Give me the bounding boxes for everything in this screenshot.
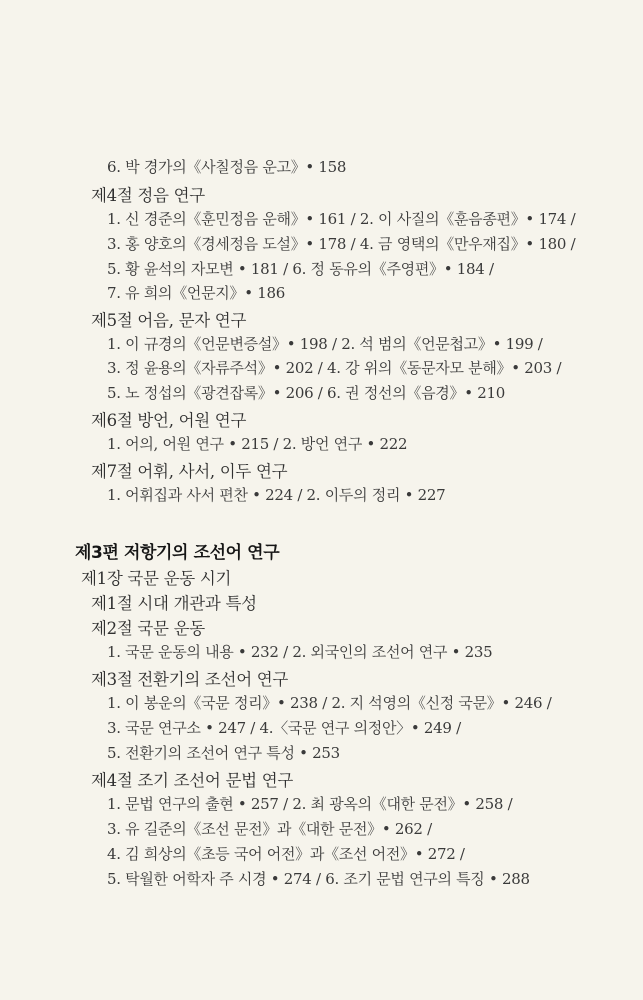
toc-entry: 5. 탁월한 어학자 주 시경 • 274 / 6. 조기 문법 연구의 특징 • 288 [107, 870, 530, 888]
toc-entry: 6. 박 경가의《사칠정음 운고》• 158 [107, 158, 347, 176]
section-heading: 제5절 어음, 문자 연구 [91, 311, 247, 330]
section-heading: 제4절 조기 조선어 문법 연구 [91, 771, 294, 790]
toc-entry: 1. 문법 연구의 출현 • 257 / 2. 최 광옥의《대한 문전》• 258 / [107, 795, 513, 813]
section-heading: 제2절 국문 운동 [91, 619, 205, 638]
toc-entry: 5. 노 정섭의《광견잡록》• 206 / 6. 권 정선의《음경》• 210 [107, 384, 505, 402]
chapter-heading: 제1장 국문 운동 시기 [81, 569, 232, 588]
toc-entry: 5. 전환기의 조선어 연구 특성 • 253 [107, 744, 340, 762]
toc-entry: 3. 홍 양호의《경세정음 도설》• 178 / 4. 금 영택의《만우재집》• 180 / [107, 235, 576, 253]
toc-entry: 1. 어휘집과 사서 편찬 • 224 / 2. 이두의 정리 • 227 [107, 486, 446, 504]
section-heading: 제4절 정음 연구 [91, 186, 205, 205]
toc-entry: 3. 정 윤용의《자류주석》• 202 / 4. 강 위의《동문자모 분해》• 203 / [107, 359, 562, 377]
toc-entry: 3. 유 길준의《조선 문전》과《대한 문전》• 262 / [107, 820, 432, 838]
toc-entry: 7. 유 희의《언문지》• 186 [107, 284, 285, 302]
toc-entry: 4. 김 희상의《초등 국어 어전》과《조선 어전》• 272 / [107, 845, 465, 863]
section-heading: 제3절 전환기의 조선어 연구 [91, 670, 289, 689]
section-heading: 제6절 방언, 어원 연구 [91, 411, 247, 430]
toc-entry: 5. 황 윤석의 자모변 • 181 / 6. 정 동유의《주영편》• 184 / [107, 260, 494, 278]
part-heading: 제3편 저항기의 조선어 연구 [75, 543, 280, 563]
section-heading: 제7절 어휘, 사서, 이두 연구 [91, 462, 288, 481]
toc-entry: 3. 국문 연구소 • 247 / 4.〈국문 연구 의정안〉• 249 / [107, 719, 461, 737]
toc-entry: 1. 국문 운동의 내용 • 232 / 2. 외국인의 조선어 연구 • 235 [107, 643, 493, 661]
toc-entry: 1. 이 봉운의《국문 정리》• 238 / 2. 지 석영의《신정 국문》• 246 / [107, 694, 552, 712]
toc-entry: 1. 신 경준의《훈민정음 운해》• 161 / 2. 이 사질의《훈음종편》• 174 / [107, 210, 576, 228]
toc-entry: 1. 이 규경의《언문변증설》• 198 / 2. 석 범의《언문첩고》• 199 / [107, 335, 543, 353]
toc-entry: 1. 어의, 어원 연구 • 215 / 2. 방언 연구 • 222 [107, 435, 408, 453]
section-heading: 제1절 시대 개관과 특성 [91, 594, 257, 613]
